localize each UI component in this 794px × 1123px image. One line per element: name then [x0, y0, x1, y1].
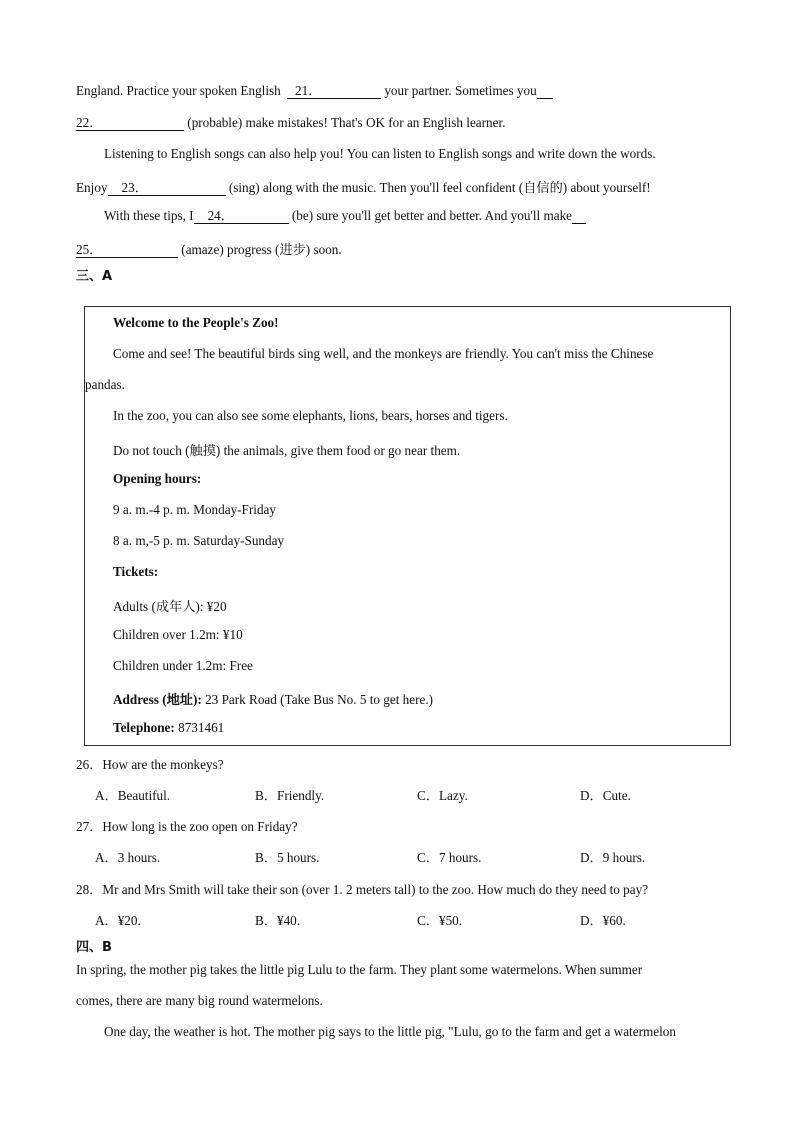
option-27-b[interactable]: B．5 hours.	[255, 850, 320, 865]
question-26: 26．How are the monkeys?	[76, 757, 224, 772]
ticket-children-under: Children under 1.2m: Free	[113, 658, 253, 673]
option-28-c[interactable]: C．¥50.	[417, 913, 463, 928]
notice-paragraph: In the zoo, you can also see some elephants, lions, bears, horses and tigers.	[113, 408, 508, 423]
passage-line-1	[76, 83, 553, 99]
question-27: 27．How long is the zoo open on Friday?	[76, 819, 298, 834]
section-heading: 三、A	[76, 269, 113, 284]
passage-text: (probable) make mistakes! That's OK for an English learner.	[187, 115, 506, 130]
story-paragraph: In spring, the mother pig takes the little pig Lulu to the farm. They plant some watermelons. When summer	[76, 962, 643, 977]
tickets-label: Tickets:	[113, 564, 159, 579]
option-28-b[interactable]: B．¥40.	[255, 913, 301, 928]
passage-text: (sing) along with the music. Then you'll feel confident (自信的) about yourself!	[228, 180, 651, 195]
passage-text: England. Practice your spoken English	[76, 83, 281, 98]
ticket-children-over: Children over 1.2m: ¥10	[113, 627, 243, 642]
question-28: 28．Mr and Mrs Smith will take their son (over 1. 2 meters tall) to the zoo. How much do they need to pay?	[76, 882, 649, 897]
address-label: Address (地址):	[113, 692, 202, 707]
blank-25: 25．	[76, 243, 178, 258]
blank-22: 22．	[76, 116, 184, 131]
passage-text: With these tips, I	[104, 208, 194, 223]
section-heading: 四、B	[76, 940, 112, 955]
passage-text: Listening to English songs can also help you! You can listen to English songs and write down the words.	[104, 146, 656, 161]
passage-text: (amaze) progress (进步) soon.	[181, 242, 342, 257]
story-paragraph: One day, the weather is hot. The mother pig says to the little pig, "Lulu, go to the farm and get a watermelon	[104, 1024, 676, 1039]
option-27-a[interactable]: A．3 hours.	[95, 850, 161, 865]
hours-weekend: 8 a. m,-5 p. m. Saturday-Sunday	[113, 533, 285, 548]
blank-trail	[537, 84, 553, 99]
passage-text: (be) sure you'll get better and better. And you'll make	[291, 208, 573, 223]
ticket-adults: Adults (成年人): ¥20	[113, 599, 227, 614]
notice-title: Welcome to the People's Zoo!	[113, 315, 279, 330]
hours-weekday: 9 a. m.-4 p. m. Monday-Friday	[113, 502, 276, 517]
notice-paragraph: pandas.	[85, 377, 125, 392]
option-27-c[interactable]: C．7 hours.	[417, 850, 482, 865]
option-26-a[interactable]: A．Beautiful.	[95, 788, 171, 803]
blank-24: 24．	[194, 209, 289, 224]
option-26-b[interactable]: B．Friendly.	[255, 788, 325, 803]
passage-line-3	[104, 146, 656, 162]
zoo-notice-box	[84, 306, 731, 746]
address-line	[113, 689, 433, 708]
address-value: 23 Park Road (Take Bus No. 5 to get here.)	[201, 692, 434, 707]
telephone-label: Telephone:	[113, 720, 175, 735]
option-27-d[interactable]: D．9 hours.	[580, 850, 646, 865]
option-26-d[interactable]: D．Cute.	[580, 788, 631, 803]
notice-paragraph: Come and see! The beautiful birds sing well, and the monkeys are friendly. You can't miss the Chinese	[113, 346, 654, 361]
passage-line-5	[104, 208, 586, 224]
notice-paragraph: Do not touch (触摸) the animals, give them food or go near them.	[113, 443, 461, 458]
passage-text: your partner. Sometimes you	[384, 83, 537, 98]
option-28-a[interactable]: A．¥20.	[95, 913, 141, 928]
option-28-d[interactable]: D．¥60.	[580, 913, 626, 928]
blank-23: 23．	[108, 181, 226, 196]
passage-line-4	[76, 177, 651, 196]
opening-hours-label: Opening hours:	[113, 471, 202, 486]
passage-line-2	[76, 115, 505, 131]
passage-text: Enjoy	[76, 180, 108, 195]
option-26-c[interactable]: C．Lazy.	[417, 788, 468, 803]
blank-21: 21．	[287, 84, 381, 99]
telephone-line	[113, 720, 224, 736]
passage-line-6	[76, 239, 342, 258]
blank-trail	[572, 209, 586, 224]
telephone-value: 8731461	[174, 720, 225, 735]
story-paragraph: comes, there are many big round watermelons.	[76, 993, 323, 1008]
